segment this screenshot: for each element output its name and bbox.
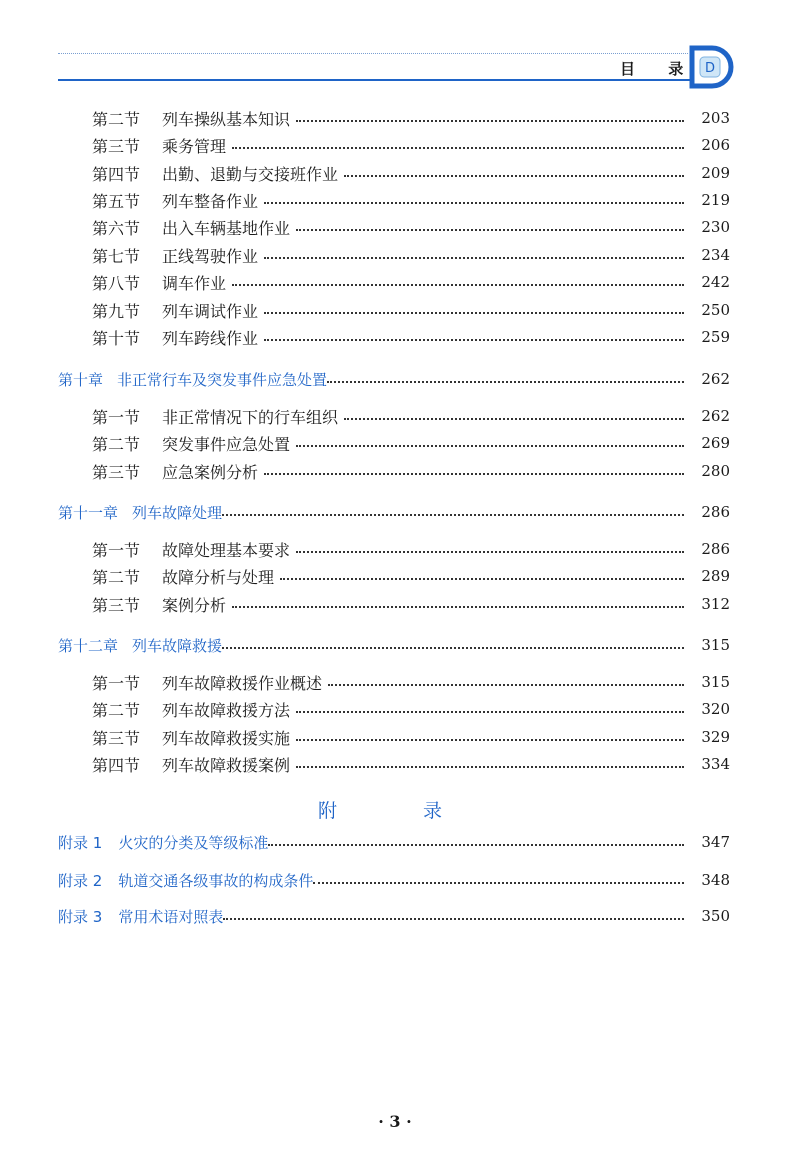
toc-entry[interactable]	[0, 325, 790, 349]
page-footer-number: · 3 ·	[378, 1112, 412, 1131]
section-number: 第一节	[92, 673, 141, 693]
leader-dots	[327, 380, 684, 383]
leader-dots	[328, 683, 684, 686]
header-rule	[58, 79, 690, 81]
toc-entry[interactable]	[0, 592, 790, 616]
page-number: 286	[701, 540, 730, 558]
section-title: 乘务管理	[162, 136, 227, 156]
page-number: 209	[701, 164, 730, 182]
section-number: 第三节	[92, 136, 141, 156]
appendix-title: 轨道交通各级事故的构成条件	[118, 871, 314, 890]
leader-dots	[296, 228, 684, 231]
section-title: 非正常情况下的行车组织	[162, 407, 339, 427]
leader-dots	[232, 283, 684, 286]
chapter-title: 非正常行车及突发事件应急处置	[117, 370, 328, 389]
leader-dots	[223, 917, 684, 920]
page-number: 262	[701, 407, 730, 425]
section-title: 列车整备作业	[162, 191, 259, 211]
section-title: 列车操纵基本知识	[162, 109, 291, 129]
header-dotted-rule	[58, 53, 688, 54]
badge-letter: D	[704, 61, 716, 76]
toc-entry[interactable]	[0, 697, 790, 721]
leader-dots	[296, 710, 684, 713]
section-title: 正线驾驶作业	[162, 246, 259, 266]
leader-dots	[222, 513, 684, 516]
page-number: 334	[701, 755, 730, 773]
appendix-title: 常用术语对照表	[118, 907, 224, 926]
section-number: 第二节	[92, 567, 141, 587]
toc-entry[interactable]	[0, 670, 790, 694]
leader-dots	[296, 738, 684, 741]
leader-dots	[280, 577, 684, 580]
section-number: 第四节	[92, 164, 141, 184]
leader-dots	[344, 174, 684, 177]
section-number: 第八节	[92, 273, 141, 293]
section-number: 第三节	[92, 728, 141, 748]
page-header	[0, 0, 790, 100]
leader-dots	[222, 646, 684, 649]
section-title: 故障处理基本要求	[162, 540, 291, 560]
section-title: 案例分析	[162, 595, 227, 615]
page-number: 269	[701, 434, 730, 452]
section-number: 第四节	[92, 755, 141, 775]
leader-dots	[344, 417, 684, 420]
leader-dots	[264, 472, 684, 475]
page-number: 286	[701, 503, 730, 521]
toc-entry[interactable]	[0, 564, 790, 588]
page-number: 280	[701, 462, 730, 480]
page-number: 348	[701, 871, 730, 889]
section-number: 第三节	[92, 462, 141, 482]
section-title: 出入车辆基地作业	[162, 218, 291, 238]
leader-dots	[268, 843, 684, 846]
page-number: 320	[701, 700, 730, 718]
section-title: 列车故障救援案例	[162, 755, 291, 775]
section-title: 调车作业	[162, 273, 227, 293]
chapter-title: 列车故障救援	[132, 636, 223, 655]
toc-entry[interactable]	[0, 298, 790, 322]
page-number: 234	[701, 246, 730, 264]
page-number: 262	[701, 370, 730, 388]
chapter-title: 列车故障处理	[132, 503, 223, 522]
page-number: 203	[701, 109, 730, 127]
section-number: 第十节	[92, 328, 141, 348]
section-number: 第一节	[92, 540, 141, 560]
section-number: 第二节	[92, 109, 141, 129]
section-title: 故障分析与处理	[162, 567, 275, 587]
leader-dots	[264, 256, 684, 259]
chapter-entry[interactable]	[0, 633, 790, 657]
page-number: 250	[701, 301, 730, 319]
section-number: 第七节	[92, 246, 141, 266]
toc-entry[interactable]	[0, 133, 790, 157]
page-number: 315	[701, 673, 730, 691]
section-title: 列车故障救援作业概述	[162, 673, 323, 693]
appendix-entry[interactable]	[0, 868, 790, 892]
toc-entry[interactable]	[0, 404, 790, 428]
chapter-entry[interactable]	[0, 367, 790, 391]
appendix-title: 火灾的分类及等级标准	[118, 833, 269, 852]
header-title: 目 录	[620, 60, 698, 78]
section-number: 第一节	[92, 407, 141, 427]
appendix-number: 附录 3	[58, 907, 103, 926]
chapter-number: 第十章	[58, 370, 104, 389]
section-title: 列车故障救援方法	[162, 700, 291, 720]
section-title: 列车跨线作业	[162, 328, 259, 348]
toc-entry[interactable]	[0, 161, 790, 185]
leader-dots	[264, 311, 684, 314]
leader-dots	[313, 881, 684, 884]
section-number: 第六节	[92, 218, 141, 238]
toc-entry[interactable]	[0, 215, 790, 239]
appendix-heading: 附 录	[317, 800, 483, 822]
toc-entry[interactable]	[0, 537, 790, 561]
section-title: 列车调试作业	[162, 301, 259, 321]
leader-dots	[296, 550, 684, 553]
chapter-entry[interactable]	[0, 500, 790, 524]
section-title: 出勤、退勤与交接班作业	[162, 164, 339, 184]
toc-entry[interactable]	[0, 106, 790, 130]
leader-dots	[296, 444, 684, 447]
leader-dots	[264, 201, 684, 204]
leader-dots	[296, 119, 684, 122]
section-number: 第二节	[92, 700, 141, 720]
toc-entry[interactable]	[0, 270, 790, 294]
chapter-number: 第十二章	[58, 636, 119, 655]
toc-entry[interactable]	[0, 243, 790, 267]
toc-entry[interactable]	[0, 188, 790, 212]
appendix-number: 附录 2	[58, 871, 103, 890]
section-title: 突发事件应急处置	[162, 434, 291, 454]
page-number: 259	[701, 328, 730, 346]
chapter-number: 第十一章	[58, 503, 119, 522]
leader-dots	[232, 146, 684, 149]
page-number: 219	[701, 191, 730, 209]
leader-dots	[264, 338, 684, 341]
page-number: 206	[701, 136, 730, 154]
page-number: 312	[701, 595, 730, 613]
appendix-entry[interactable]	[0, 904, 790, 928]
section-number: 第二节	[92, 434, 141, 454]
section-number: 第三节	[92, 595, 141, 615]
section-number: 第九节	[92, 301, 141, 321]
toc-entry[interactable]	[0, 431, 790, 455]
appendix-entry[interactable]	[0, 830, 790, 854]
leader-dots	[232, 605, 684, 608]
page-number: 230	[701, 218, 730, 236]
toc-entry[interactable]	[0, 752, 790, 776]
page-number: 329	[701, 728, 730, 746]
page-number: 242	[701, 273, 730, 291]
page-number: 347	[701, 833, 730, 851]
page-number: 289	[701, 567, 730, 585]
toc-entry[interactable]	[0, 459, 790, 483]
section-title: 列车故障救援实施	[162, 728, 291, 748]
section-number: 第五节	[92, 191, 141, 211]
section-title: 应急案例分析	[162, 462, 259, 482]
leader-dots	[296, 765, 684, 768]
page-number: 350	[701, 907, 730, 925]
appendix-number: 附录 1	[58, 833, 103, 852]
page-number: 315	[701, 636, 730, 654]
toc-badge-icon	[688, 44, 734, 90]
toc-entry[interactable]	[0, 725, 790, 749]
